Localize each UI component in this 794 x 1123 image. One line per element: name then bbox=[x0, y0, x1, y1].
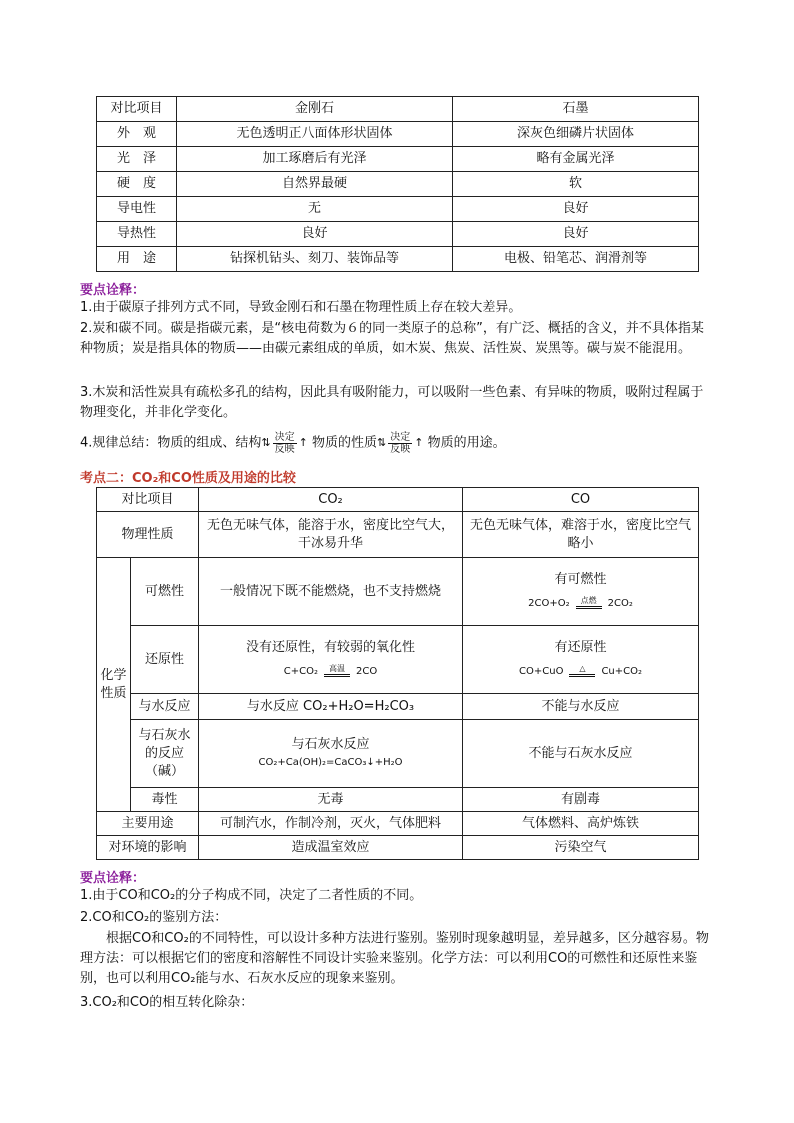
reaction-condition bbox=[570, 596, 608, 609]
table-cell: 电极、铅笔芯、润滑剂等 bbox=[453, 247, 699, 272]
table-row bbox=[97, 720, 699, 788]
note-paragraph: 2.炭和碳不同。碳是指碳元素，是“核电荷数为６的同一类原子的总称”，有广泛、概括的含义，并不具体指某种物质；炭是指具体的物质——由碳元素组成的单质，如木炭、焦炭、活性炭、炭黑等。碳与炭不能混用。 bbox=[80, 321, 704, 356]
row-label: 还原性 bbox=[131, 626, 199, 694]
table-row bbox=[97, 197, 699, 222]
equation-right: Cu+CO₂ bbox=[601, 665, 643, 677]
equation-left: CO+CuO bbox=[519, 665, 564, 677]
table-row bbox=[97, 147, 699, 172]
table-cell: 污染空气 bbox=[463, 836, 699, 860]
note-paragraph: 2.CO和CO₂的鉴别方法： bbox=[80, 910, 228, 925]
equation-right: 2CO bbox=[356, 665, 378, 677]
rule-summary bbox=[80, 430, 714, 457]
row-label: 导电性 bbox=[97, 197, 177, 222]
table-row bbox=[97, 558, 699, 626]
row-label: 硬 度 bbox=[97, 172, 177, 197]
note-paragraph: 根据CO和CO₂的不同特性，可以设计多种方法进行鉴别。鉴别时现象越明显，差异越多，区分越容易。物理方法：可以根据它们的密度和溶解性不同设计实验来鉴别。化学方法：可以利用CO的可燃性和还原性来鉴别，也可以利用CO₂能与水、石灰水反应的现象来鉴别。 bbox=[80, 931, 709, 986]
cell-text: 没有还原性，有较弱的氧化性 bbox=[246, 639, 416, 655]
row-label: 可燃性 bbox=[131, 558, 199, 626]
table-cell: 有剧毒 bbox=[463, 788, 699, 812]
note-paragraph: 3.CO₂和CO的相互转化除杂： bbox=[80, 995, 254, 1010]
table-cell: 可制汽水，作制冷剂，灭火，气体肥料 bbox=[199, 812, 463, 836]
table-cell bbox=[463, 558, 699, 626]
double-bar bbox=[569, 674, 595, 677]
table-cell: 无毒 bbox=[199, 788, 463, 812]
row-label: 物理性质 bbox=[97, 512, 199, 558]
table-row bbox=[97, 222, 699, 247]
condition-label: △ bbox=[579, 664, 586, 673]
table-row bbox=[97, 694, 699, 720]
condition-label: 点燃 bbox=[580, 596, 597, 605]
table-cell: 无色透明正八面体形状固体 bbox=[177, 122, 453, 147]
table-cell: 良好 bbox=[453, 197, 699, 222]
table-cell: 软 bbox=[453, 172, 699, 197]
row-group-label: 化学性质 bbox=[97, 558, 131, 812]
table-cell: 造成温室效应 bbox=[199, 836, 463, 860]
double-bar bbox=[576, 606, 602, 609]
table-row bbox=[97, 122, 699, 147]
row-label: 主要用途 bbox=[97, 812, 199, 836]
chemical-equation bbox=[467, 663, 694, 681]
up-down-arrow-icon: ⇅ bbox=[377, 436, 387, 449]
key-points-heading: 要点诠释： bbox=[80, 283, 146, 298]
table-cell: 无 bbox=[177, 197, 453, 222]
table-cell: 无色无味气体，能溶于水，密度比空气大，干冰易升华 bbox=[199, 512, 463, 558]
table-cell: 一般情况下既不能燃烧，也不支持燃烧 bbox=[199, 558, 463, 626]
equation-left: 2CO+O₂ bbox=[528, 597, 570, 609]
row-label: 用 途 bbox=[97, 247, 177, 272]
row-label: 光 泽 bbox=[97, 147, 177, 172]
header-cell: 金刚石 bbox=[177, 97, 453, 122]
table-cell bbox=[463, 626, 699, 694]
co2-co-table bbox=[96, 487, 699, 860]
decide-reflect-arrow bbox=[273, 432, 297, 455]
equation-right: 2CO₂ bbox=[607, 597, 633, 609]
rule-summary-text: 物质的用途。 bbox=[427, 435, 506, 451]
table-row bbox=[97, 836, 699, 860]
table-cell: 气体燃料、高炉炼铁 bbox=[463, 812, 699, 836]
row-label: 导热性 bbox=[97, 222, 177, 247]
header-cell: 对比项目 bbox=[97, 97, 177, 122]
equation-left: C+CO₂ bbox=[283, 665, 319, 677]
section-heading: 考点二：CO₂和CO性质及用途的比较 bbox=[80, 471, 296, 486]
diamond-graphite-table bbox=[96, 96, 699, 272]
table-row bbox=[97, 247, 699, 272]
arrow-bottom-label: 反映 bbox=[274, 443, 295, 455]
row-label: 对环境的影响 bbox=[97, 836, 199, 860]
reaction-condition bbox=[318, 664, 356, 677]
up-arrow-icon: ↑ bbox=[414, 436, 424, 449]
table-row bbox=[97, 172, 699, 197]
table-cell: 良好 bbox=[177, 222, 453, 247]
table-cell: 与水反应 CO₂+H₂O=H₂CO₃ bbox=[199, 694, 463, 720]
table-row bbox=[97, 626, 699, 694]
row-label: 毒性 bbox=[131, 788, 199, 812]
row-label: 外 观 bbox=[97, 122, 177, 147]
table-cell: 无色无味气体，难溶于水，密度比空气略小 bbox=[463, 512, 699, 558]
rule-summary-text: 物质的性质 bbox=[311, 435, 377, 451]
table-cell: 加工琢磨后有光泽 bbox=[177, 147, 453, 172]
key-points-heading: 要点诠释： bbox=[80, 871, 146, 886]
table-cell: 钻探机钻头、刻刀、装饰品等 bbox=[177, 247, 453, 272]
table-cell: 良好 bbox=[453, 222, 699, 247]
rule-summary-text: 4.规律总结：物质的组成、结构 bbox=[80, 435, 262, 451]
up-arrow-icon: ↑ bbox=[298, 436, 308, 449]
header-cell: 石墨 bbox=[453, 97, 699, 122]
decide-reflect-arrow bbox=[388, 432, 412, 455]
double-bar bbox=[324, 674, 350, 677]
chemical-equation bbox=[203, 663, 458, 681]
cell-text: 有还原性 bbox=[554, 639, 607, 655]
table-row bbox=[97, 788, 699, 812]
row-label: 与石灰水的反应（碱） bbox=[131, 720, 199, 788]
table-cell: 自然界最硬 bbox=[177, 172, 453, 197]
cell-text: 有可燃性 bbox=[554, 571, 607, 587]
header-cell: CO₂ bbox=[199, 488, 463, 512]
arrow-top-label: 决定 bbox=[274, 431, 295, 443]
note-paragraph: 1.由于碳原子排列方式不同，导致金刚石和石墨在物理性质上存在较大差异。 bbox=[80, 300, 522, 315]
table-cell: 不能与石灰水反应 bbox=[463, 720, 699, 788]
table-cell: 略有金属光泽 bbox=[453, 147, 699, 172]
arrow-bottom-label: 反映 bbox=[390, 443, 411, 455]
note-paragraph: 1.由于CO和CO₂的分子构成不同，决定了二者性质的不同。 bbox=[80, 888, 423, 903]
reaction-condition bbox=[563, 664, 601, 677]
chemical-equation bbox=[467, 595, 694, 613]
table-row bbox=[97, 812, 699, 836]
table-cell bbox=[199, 626, 463, 694]
header-cell: 对比项目 bbox=[97, 488, 199, 512]
note-paragraph: 3.木炭和活性炭具有疏松多孔的结构，因此具有吸附能力，可以吸附一些色素、有异味的物质，吸附过程属于物理变化，并非化学变化。 bbox=[80, 385, 704, 420]
arrow-top-label: 决定 bbox=[390, 431, 411, 443]
chemical-equation: CO₂+Ca(OH)₂=CaCO₃↓+H₂O bbox=[258, 756, 403, 768]
row-label: 与水反应 bbox=[131, 694, 199, 720]
table-cell: 不能与水反应 bbox=[463, 694, 699, 720]
table-header-row bbox=[97, 97, 699, 122]
table-header-row bbox=[97, 488, 699, 512]
table-cell bbox=[199, 720, 463, 788]
header-cell: CO bbox=[463, 488, 699, 512]
table-row bbox=[97, 512, 699, 558]
condition-label: 高温 bbox=[329, 664, 346, 673]
table-cell: 深灰色细磷片状固体 bbox=[453, 122, 699, 147]
up-down-arrow-icon: ⇅ bbox=[261, 436, 271, 449]
cell-text: 与石灰水反应 bbox=[291, 736, 370, 752]
